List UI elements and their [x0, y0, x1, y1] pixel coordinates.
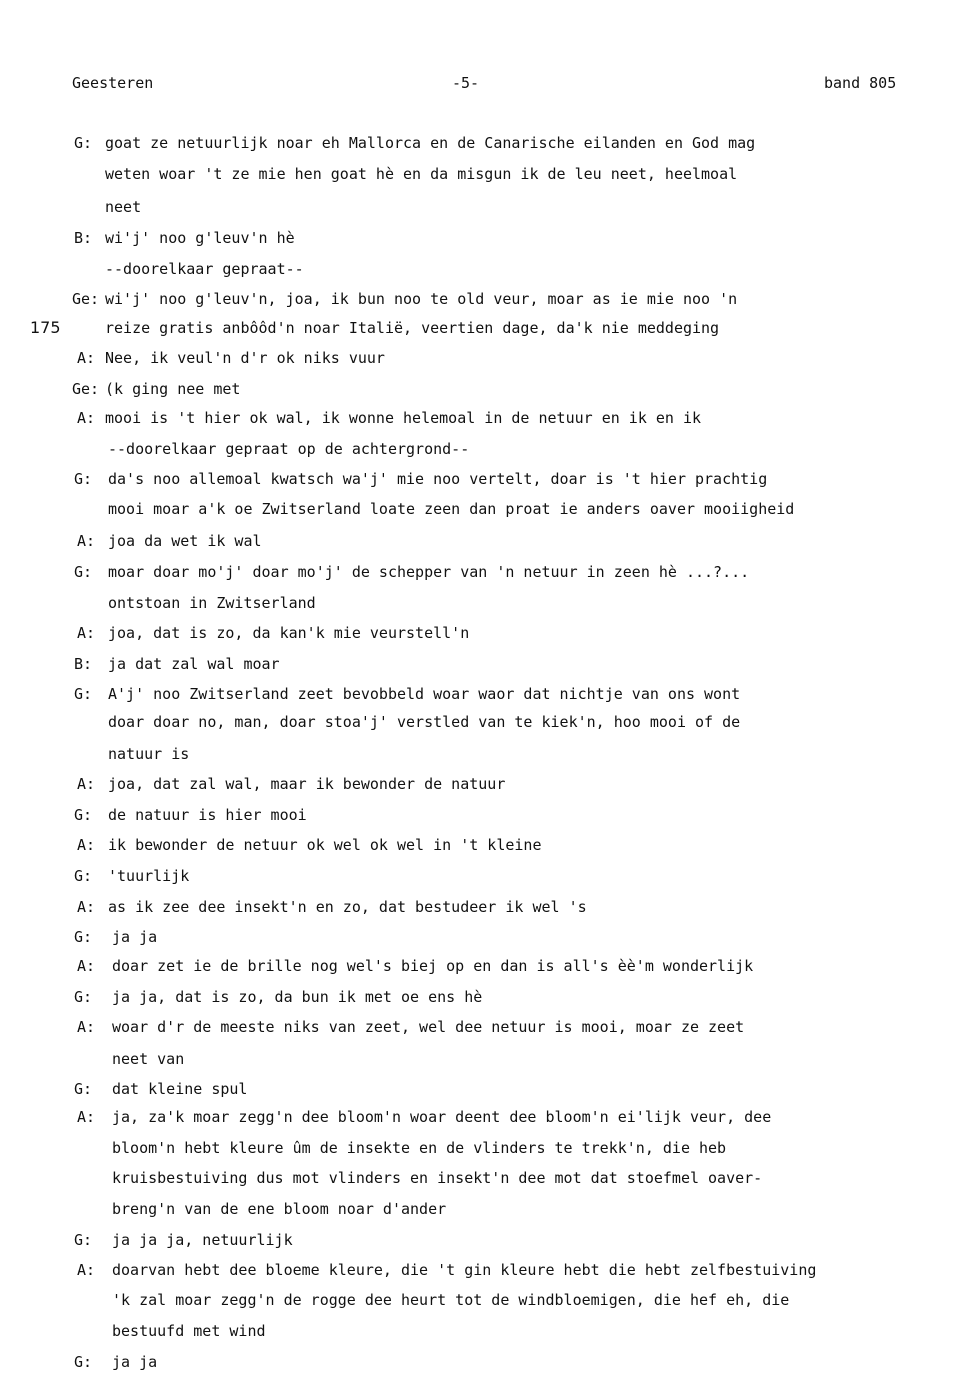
speaker-label: A:	[77, 349, 96, 367]
speaker-label: G:	[74, 988, 93, 1006]
transcript-line: dat kleine spul	[112, 1080, 248, 1098]
transcript-line: bloom'n hebt kleure ûm de insekte en de vlinders te trekk'n, die heb	[112, 1139, 727, 1157]
transcript-line: ja ja, dat is zo, da bun ik met oe ens hè	[112, 988, 483, 1006]
transcript-line: wi'j' noo g'leuv'n hè	[105, 229, 295, 247]
transcript-line: bestuufd met wind	[112, 1322, 266, 1340]
transcript-line: wi'j' noo g'leuv'n, joa, ik bun noo te old veur, moar as ie mie noo 'n	[105, 290, 738, 308]
transcript-line: doarvan hebt dee bloeme kleure, die 't gin kleure hebt die hebt zelfbestuiving	[112, 1261, 817, 1279]
transcript-line: Nee, ik veul'n d'r ok niks vuur	[105, 349, 385, 367]
speaker-label: A:	[77, 624, 96, 642]
transcript-line: mooi moar a'k oe Zwitserland loate zeen dan proat ie anders oaver mooiigheid	[108, 500, 795, 518]
transcript-line: kruisbestuiving dus mot vlinders en insekt'n dee mot dat stoefmel oaver-	[112, 1169, 763, 1187]
transcript-line: ja ja	[112, 928, 158, 946]
speaker-label: G:	[74, 1353, 93, 1371]
speaker-label: G:	[74, 806, 93, 824]
transcript-line: ja ja	[112, 1353, 158, 1371]
speaker-label: Ge:	[72, 380, 100, 398]
transcript-line: da's noo allemoal kwatsch wa'j' mie noo vertelt, doar is 't hier prachtig	[108, 470, 768, 488]
transcript-line: 'k zal moar zegg'n de rogge dee heurt tot de windbloemigen, die hef eh, die	[112, 1291, 790, 1309]
transcript-line: mooi is 't hier ok wal, ik wonne helemoal in de netuur en ik en ik	[105, 409, 702, 427]
transcript-line: A'j' noo Zwitserland zeet bevobbeld woar waor dat nichtje van ons wont	[108, 685, 741, 703]
speaker-label: A:	[77, 836, 96, 854]
speaker-label: B:	[74, 655, 93, 673]
speaker-label: A:	[77, 532, 96, 550]
transcript-line: ja dat zal wal moar	[108, 655, 280, 673]
transcript-line: joa da wet ik wal	[108, 532, 262, 550]
speaker-label: A:	[77, 1018, 96, 1036]
transcript-line: neet	[105, 198, 142, 216]
transcript-line: woar d'r de meeste niks van zeet, wel dee netuur is mooi, moar ze zeet	[112, 1018, 745, 1036]
transcript-line: joa, dat zal wal, maar ik bewonder de natuur	[108, 775, 506, 793]
speaker-label: A:	[77, 409, 96, 427]
speaker-label: G:	[74, 867, 93, 885]
transcript-line: ja, za'k moar zegg'n dee bloom'n woar deent dee bloom'n ei'lijk veur, dee	[112, 1108, 772, 1126]
transcript-line: neet van	[112, 1050, 185, 1068]
speaker-label: G:	[74, 563, 93, 581]
transcript-line: ontstoan in Zwitserland	[108, 594, 316, 612]
header-location: Geesteren	[72, 74, 154, 92]
transcript-line: de natuur is hier mooi	[108, 806, 307, 824]
transcript-line: natuur is	[108, 745, 190, 763]
speaker-label: A:	[77, 957, 96, 975]
transcript-line: --doorelkaar gepraat op de achtergrond--	[108, 440, 470, 458]
transcript-line: joa, dat is zo, da kan'k mie veurstell'n	[108, 624, 470, 642]
transcript-line: doar doar no, man, doar stoa'j' verstled van te kiek'n, hoo mooi of de	[108, 713, 741, 731]
speaker-label: G:	[74, 470, 93, 488]
transcript-line: ja ja ja, netuurlijk	[112, 1231, 293, 1249]
speaker-label: G:	[74, 685, 93, 703]
transcript-line: (k ging nee met	[105, 380, 241, 398]
tape-number: band 805	[824, 74, 897, 92]
transcript-line: goat ze netuurlijk noar eh Mallorca en de Canarische eilanden en God mag	[105, 134, 756, 152]
page-number: -5-	[452, 74, 480, 92]
speaker-label: G:	[74, 1080, 93, 1098]
speaker-label: Ge:	[72, 290, 100, 308]
speaker-label: G:	[74, 928, 93, 946]
transcript-line: weten woar 't ze mie hen goat hè en da misgun ik de leu neet, heelmoal	[105, 165, 738, 183]
transcript-line: doar zet ie de brille nog wel's biej op en dan is all's èè'm wonderlijk	[112, 957, 754, 975]
speaker-label: A:	[77, 1261, 96, 1279]
transcript-line: 'tuurlijk	[108, 867, 190, 885]
transcript-line: as ik zee dee insekt'n en zo, dat bestudeer ik wel 's	[108, 898, 587, 916]
speaker-label: A:	[77, 1108, 96, 1126]
speaker-label: B:	[74, 229, 93, 247]
transcript-line: ik bewonder de netuur ok wel ok wel in 't kleine	[108, 836, 542, 854]
speaker-label: G:	[74, 134, 93, 152]
margin-line-number: 175	[30, 318, 61, 337]
speaker-label: A:	[77, 775, 96, 793]
transcript-line: moar doar mo'j' doar mo'j' de schepper van 'n netuur in zeen hè ...?...	[108, 563, 750, 581]
transcript-line: breng'n van de ene bloom noar d'ander	[112, 1200, 447, 1218]
speaker-label: G:	[74, 1231, 93, 1249]
transcript-line: reize gratis anbôôd'n noar Italië, veertien dage, da'k nie meddeging	[105, 319, 720, 337]
speaker-label: A:	[77, 898, 96, 916]
transcript-line: --doorelkaar gepraat--	[105, 260, 304, 278]
